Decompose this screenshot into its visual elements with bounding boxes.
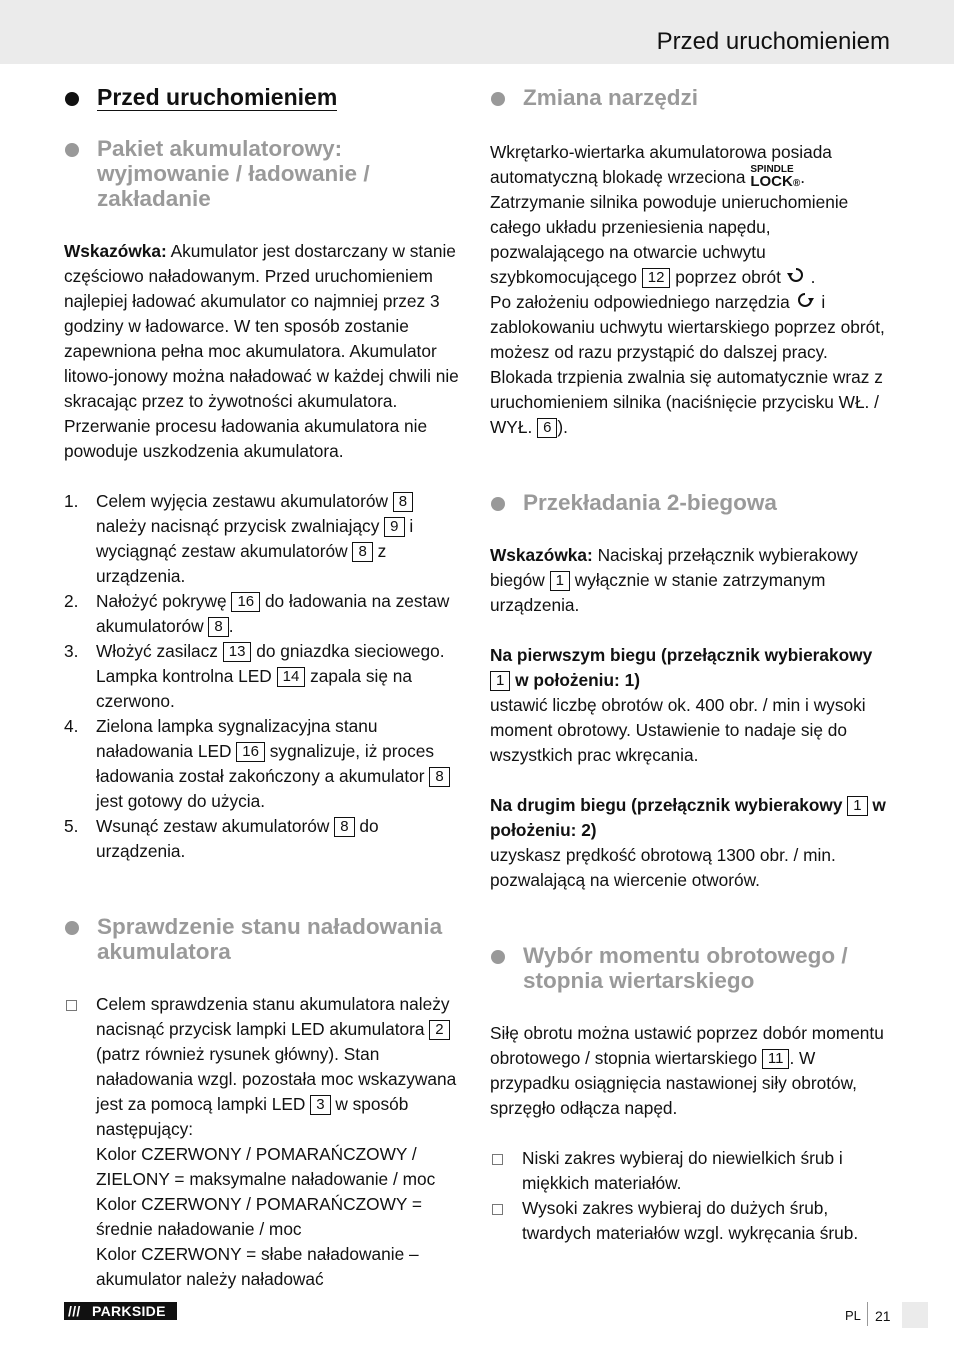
gear2-paragraph: Na drugim biegu (przełącznik wybierakowy 1 w położeniu: 2) uzyskasz prędkość obrotową 1300 obr. / min. pozwalającą na wiercenie otworów. — [490, 795, 886, 890]
left-column — [64, 82, 462, 1292]
note-paragraph: Wskazówka: Akumulator jest dostarczany w stanie częściowo naładowanym. Przed uruchomieniem najlepiej ładować akumulator co najmniej przez 3 godziny w ładowarce. W ten sposób zostanie zapewniona pełna moc akumulatora. Akumulator litowo-jonowy można naładować w każdej chwili nie skracając przez to żywotności akumulatora. Przerwanie procesu ładowania akumulatora nie powoduje uszkodzenia akumulatora. — [64, 241, 459, 461]
list-item: 3. Włożyć zasilacz 13 do gniazdka sieciowego. Lampka kontrolna LED 14 zapala się na czerwono. — [64, 641, 445, 711]
bullet-dot-icon — [65, 921, 79, 935]
heading-przekladania: Przekładania 2-biegowa — [490, 490, 888, 515]
parkside-logo: /// PARKSIDE — [64, 1302, 177, 1320]
ref-box: 8 — [393, 492, 413, 512]
ref-box: 8 — [208, 617, 228, 637]
rotate-counterclockwise-icon — [795, 292, 822, 312]
ref-box: 8 — [352, 542, 372, 562]
bullet-dot-icon — [65, 143, 79, 157]
spindle-lock-logo: SPINDLE LOCK® — [750, 164, 801, 190]
ref-box: 9 — [384, 517, 404, 537]
list-item: Celem sprawdzenia stanu akumulatora należy nacisnąć przycisk lampki LED akumulatora 2 (patrz również rysunek główny). Stan naładowania wzgl. pozostała moc wskazywana jest za pomocą lampki LED 3 w sposób następujący: Kolor CZERWONY / POMARAŃCZOWY / ZIELONY = maksymalne naładowanie / moc Kolor CZERWONY / POMARAŃCZOWY = średnie naładowanie / moc Kolor CZERWONY = słabe naładowanie – akumulator należy naładować — [64, 992, 462, 1292]
ref-box: 1 — [490, 671, 510, 691]
bullet-dot-icon — [491, 92, 505, 106]
ref-box: 8 — [429, 767, 449, 787]
page-header-title: Przed uruchomieniem — [656, 28, 890, 55]
page-number: 21 — [875, 1308, 891, 1324]
heading-przed-uruchomieniem: Przed uruchomieniem — [64, 85, 462, 110]
torque-paragraph: Siłę obrotu można ustawić poprzez dobór momentu obrotowego / stopnia wiertarskiego 11 . W przypadku osiągnięcia nastawionej siły obrotów, sprzęgło odłącza napęd. — [490, 1023, 884, 1118]
heading-sprawdzenie: Sprawdzenie stanu naładowania akumulatora — [64, 914, 457, 964]
ref-box: 13 — [223, 642, 252, 662]
ref-box: 12 — [642, 268, 671, 288]
heading-wybor: Wybór momentu obrotowego / stopnia wiertarskiego — [490, 943, 903, 993]
bullet-dot-icon — [491, 497, 505, 511]
bullet-dot-icon — [491, 950, 505, 964]
checkbox-square-icon — [66, 1000, 77, 1011]
list-item: Wysoki zakres wybieraj do dużych śrub, twardych materiałów wzgl. wykręcania śrub. — [490, 1196, 888, 1246]
checkbox-square-icon — [492, 1154, 503, 1165]
ref-box: 1 — [550, 571, 570, 591]
heading-pakiet: Pakiet akumulatorowy: wyjmowanie / ładowanie / zakładanie — [64, 136, 437, 211]
list-item: 2. Nałożyć pokrywę 16 do ładowania na zestaw akumulatorów 8 . — [64, 591, 450, 636]
checkbox-square-icon — [492, 1204, 503, 1215]
header-bar — [0, 0, 954, 64]
ref-box: 16 — [231, 592, 260, 612]
ref-box: 6 — [537, 418, 557, 438]
ref-box: 8 — [334, 817, 354, 837]
ref-box: 1 — [847, 796, 867, 816]
rotate-clockwise-icon — [786, 267, 811, 287]
footer-language: PL — [845, 1308, 861, 1323]
ref-box: 11 — [762, 1049, 790, 1069]
logo-stripes-icon: /// — [68, 1303, 81, 1319]
list-item: 5. Wsunąć zestaw akumulatorów 8 do urządzenia. — [64, 816, 379, 861]
check-list — [64, 992, 462, 1292]
steps-list — [64, 489, 462, 864]
list-item: 4. Zielona lampka sygnalizacyjna stanu naładowania LED 16 sygnalizuje, iż proces ładowania został zakończony a akumulator 8 jest gotowy do użycia. — [64, 714, 462, 814]
gear1-paragraph: Na pierwszym biegu (przełącznik wybierakowy 1 w położeniu: 1) ustawić liczbę obrotów ok. 400 obr. / min i wysoki moment obrotowy. Ustawienie to nadaje się do wszystkich prac wkręcania. — [490, 645, 873, 765]
ref-box: 3 — [310, 1095, 330, 1115]
heading-zmiana: Zmiana narzędzi — [490, 85, 888, 110]
ref-box: 16 — [236, 742, 265, 762]
ref-box: 2 — [429, 1020, 449, 1040]
tips-list — [490, 1146, 888, 1246]
tool-paragraph: Wkrętarko-wiertarka akumulatorowa posiada automatyczną blokadę wrzeciona SPINDLE LOCK®. Zatrzymanie silnika powoduje unieruchomienie całego układu przeniesienia napędu, pozwalającego na otwarcie uchwytu szybkomocującego 12 poprzez obrót . Po założeniu odpowiedniego narzędzia i zablokowaniu uchwytu wiertarskiego poprzez obrót, możesz od razu przystąpić do dalszej pracy. Blokada trzpienia zwalnia się automatycznie wraz z uruchomieniem silnika (naciśnięcie przycisku WŁ. / WYŁ. 6 ). — [490, 142, 885, 437]
footer-tab-marker — [902, 1302, 928, 1328]
bullet-dot-icon — [65, 92, 79, 106]
gear-note-paragraph: Wskazówka: Naciskaj przełącznik wybierakowy biegów 1 wyłącznie w stanie zatrzymanym urządzenia. — [490, 545, 858, 615]
ref-box: 14 — [277, 667, 306, 687]
footer-divider — [867, 1302, 868, 1326]
right-column — [490, 82, 888, 1246]
list-item: Niski zakres wybieraj do niewielkich śrub i miękkich materiałów. — [490, 1146, 888, 1196]
list-item: 1. Celem wyjęcia zestawu akumulatorów 8 należy nacisnąć przycisk zwalniający 9 i wyciągnąć zestaw akumulatorów 8 z urządzenia. — [64, 491, 414, 586]
